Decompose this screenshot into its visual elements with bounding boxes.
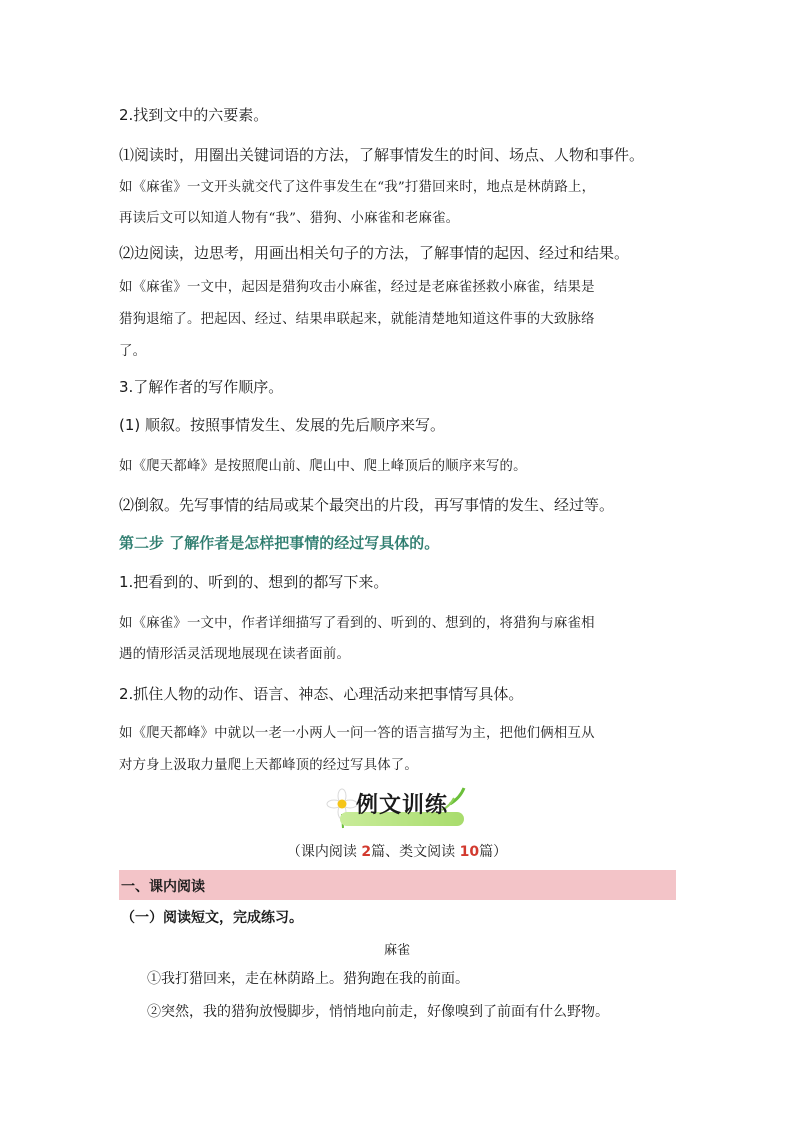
example-line: 猎狗退缩了。把起因、经过、结果串联起来，就能清楚地知道这件事的大致脉络 [119, 312, 595, 327]
example-line: 对方身上汲取力量爬上天都峰顶的经过写具体了。 [119, 758, 418, 773]
example-line: 如《爬天都峰》中就以一老一小两人一问一答的语言描写为主，把他们俩相互从 [119, 726, 595, 741]
guide-line: ⑴阅读时，用圈出关键词语的方法，了解事情发生的时间、场点、人物和事件。 [119, 146, 645, 164]
example-line: 如《麻雀》一文中，起因是猎狗攻击小麻雀，经过是老麻雀拯救小麻雀，结果是 [119, 280, 595, 295]
subtitle-suffix: 篇） [479, 844, 508, 860]
article-paragraph: ②突然，我的猎狗放慢脚步，悄悄地向前走，好像嗅到了前面有什么野物。 [147, 1004, 609, 1020]
reading-count-subtitle [0, 841, 794, 861]
section-header-bar [119, 870, 676, 900]
example-line: 遇的情形活灵活现地展现在读者面前。 [119, 647, 351, 662]
example-line: 再读后文可以知道人物有“我”、猎狗、小麻雀和老麻雀。 [119, 211, 460, 226]
step-heading: 第二步 了解作者是怎样把事情的经过写具体的。 [119, 534, 440, 552]
section-title: 一、课内阅读 [121, 879, 205, 895]
banner-title: 例文训练 [356, 793, 449, 818]
example-training-banner [326, 784, 468, 830]
in-class-count: 2 [361, 844, 372, 860]
example-line: 了。 [119, 344, 147, 359]
guide-line: 1.把看到的、听到的、想到的都写下来。 [119, 573, 389, 591]
subtitle-prefix: （课内阅读 [286, 844, 362, 860]
guide-line: ⑵边阅读，边思考，用画出相关句子的方法，了解事情的起因、经过和结果。 [119, 244, 630, 262]
example-line: 如《爬天都峰》是按照爬山前、爬山中、爬上峰顶后的顺序来写的。 [119, 459, 527, 474]
subtitle-mid: 篇、类文阅读 [371, 844, 460, 860]
task-instruction: （一）阅读短文，完成练习。 [121, 910, 303, 926]
guide-line: ⑵倒叙。先写事情的结局或某个最突出的片段，再写事情的发生、经过等。 [119, 496, 615, 514]
example-line: 如《麻雀》一文开头就交代了这件事发生在“我”打猎回来时，地点是林荫路上， [119, 180, 596, 195]
guide-line: (1) 顺叙。按照事情发生、发展的先后顺序来写。 [119, 416, 446, 434]
article-paragraph: ①我打猎回来，走在林荫路上。猎狗跑在我的前面。 [147, 971, 469, 987]
example-line: 如《麻雀》一文中，作者详细描写了看到的、听到的、想到的，将猎狗与麻雀相 [119, 616, 595, 631]
similar-reading-count: 10 [459, 844, 480, 860]
guide-line: 3.了解作者的写作顺序。 [119, 378, 284, 396]
guide-line: 2.抓住人物的动作、语言、神态、心理活动来把事情写具体。 [119, 685, 524, 703]
guide-line: 2.找到文中的六要素。 [119, 106, 269, 124]
article-title: 麻雀 [383, 943, 410, 958]
